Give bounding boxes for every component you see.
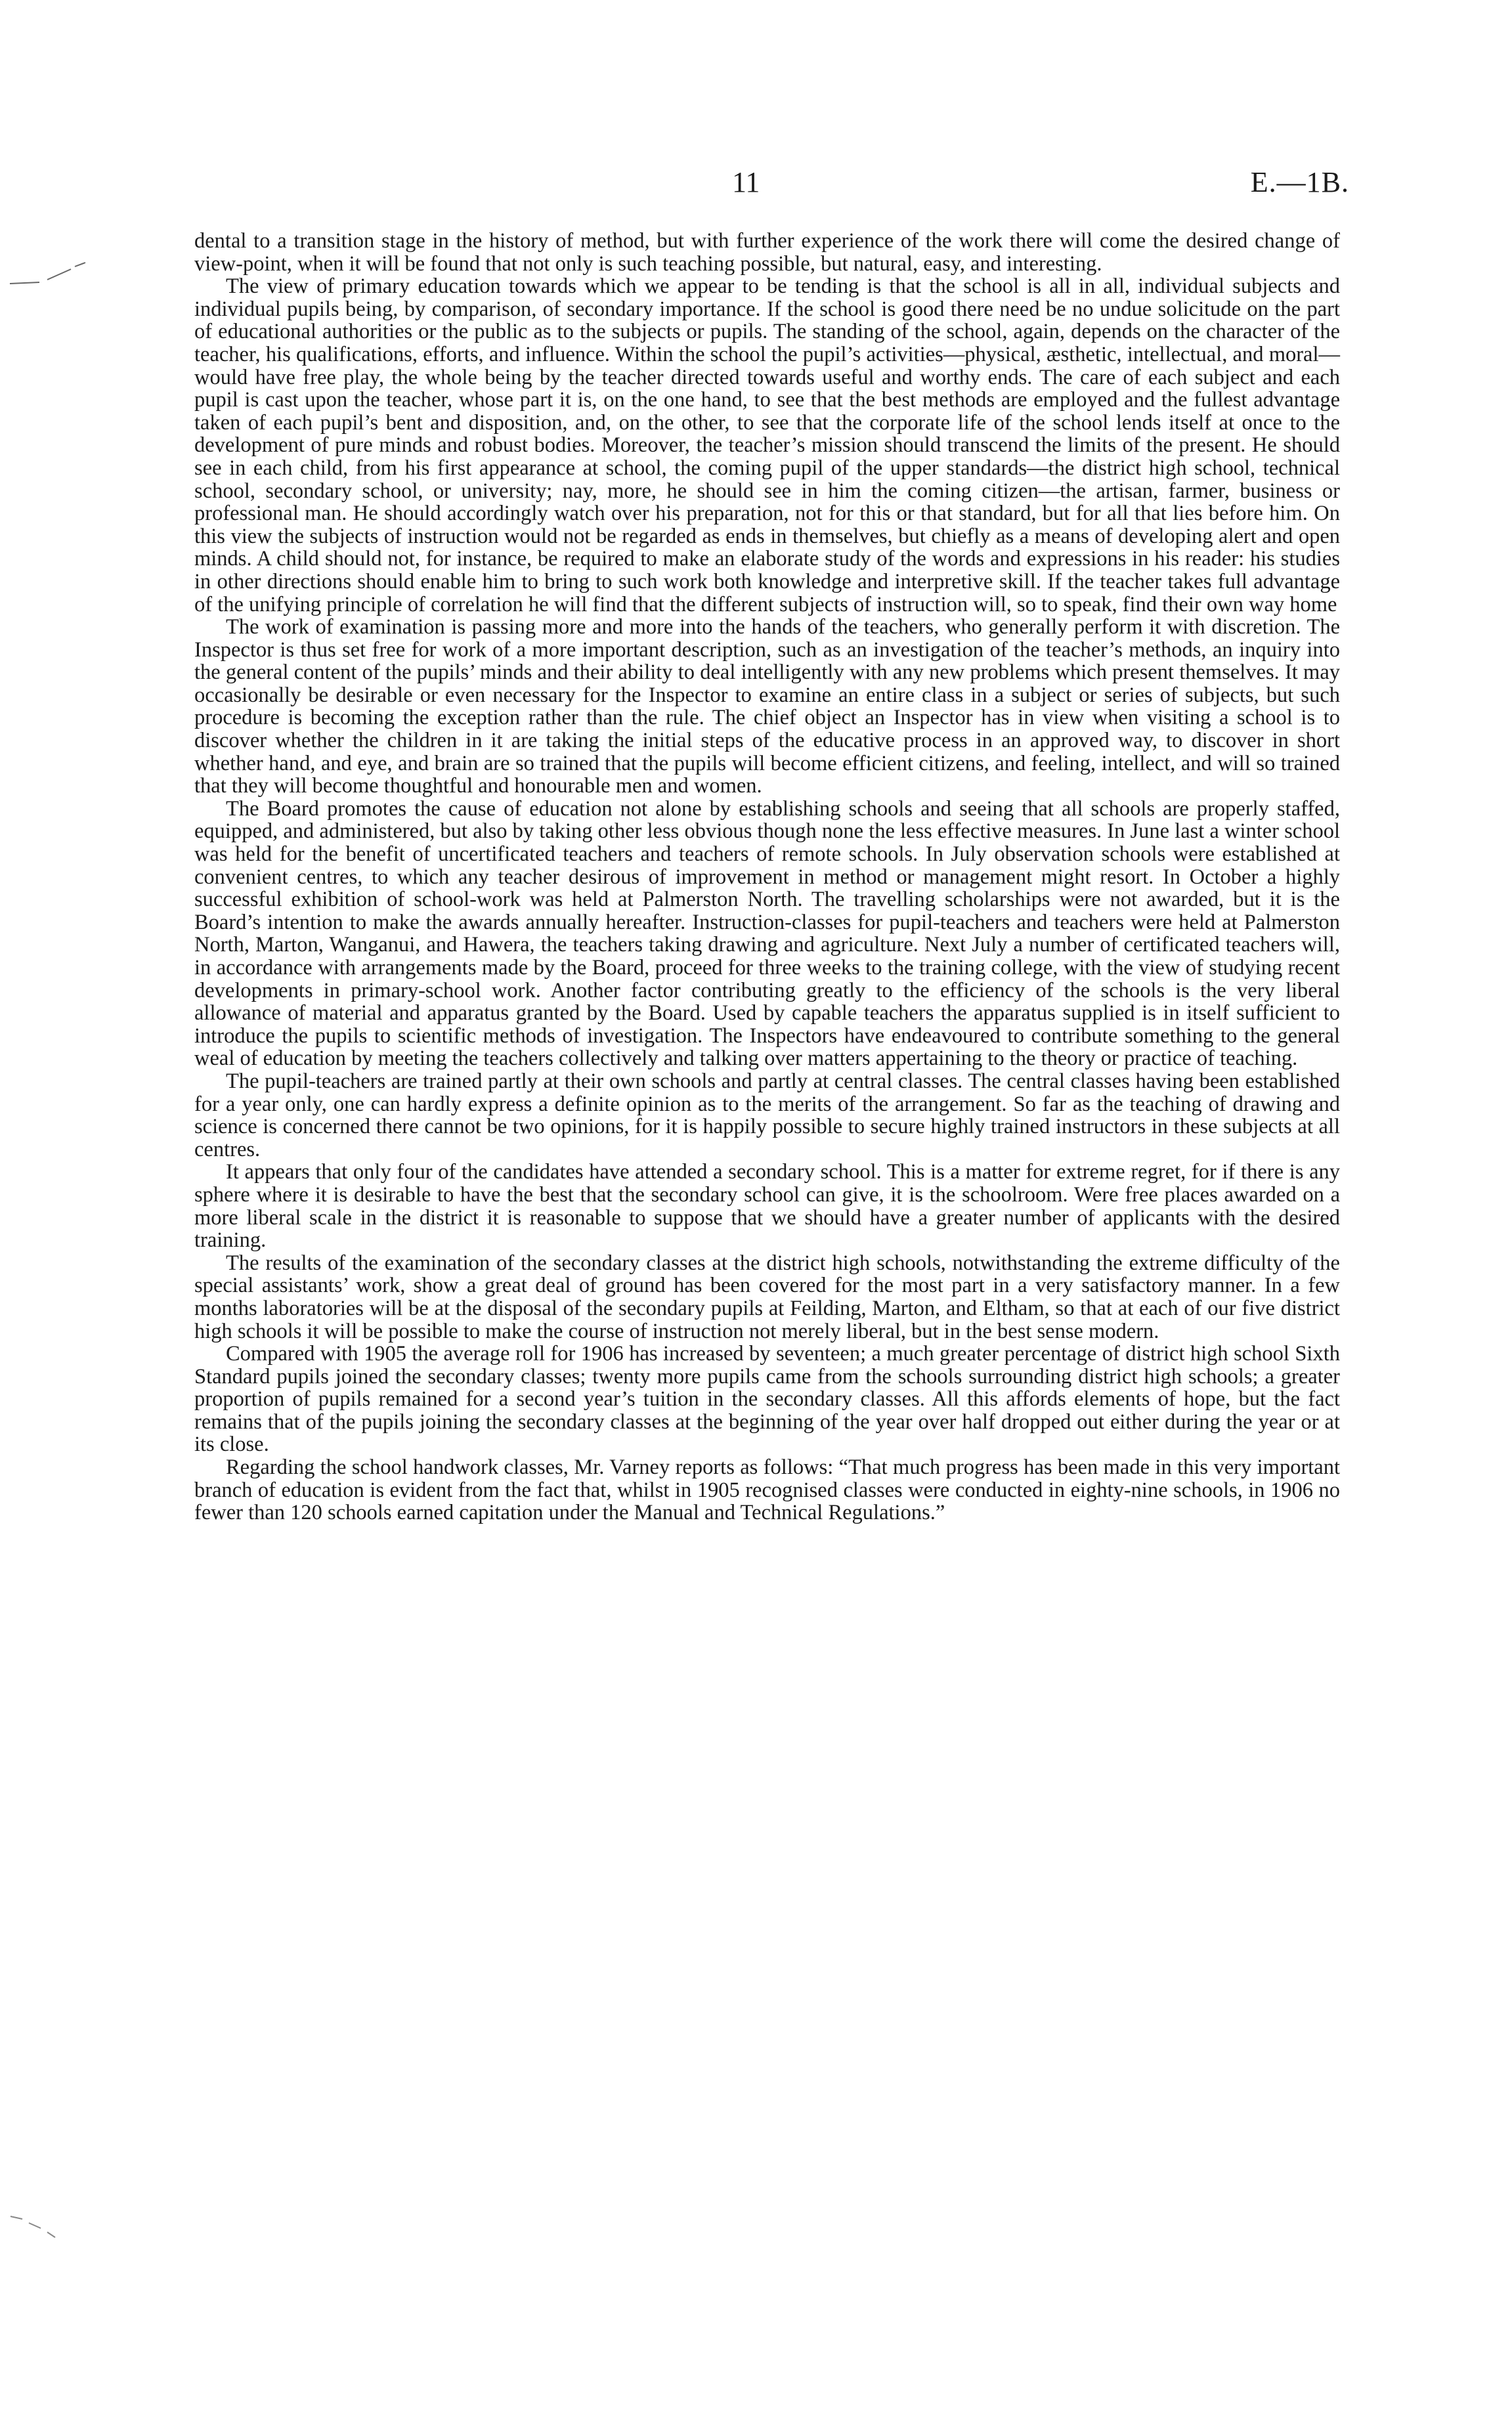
paragraph: The Board promotes the cause of education not alone by establishing schools and seeing that all schools are properly staffed, equipped, and administered, but also by taking other less obvious though none the less effective measures. In June last a winter school was held for the benefit of uncertificated teachers and teachers of remote schools. In July observation schools were established at convenient centres, to which any teacher desirous of improvement in method or management might resort. In October a highly successful exhibition of school-work was held at Palmerston North. The travelling scholarships were not awarded, but it is the Board’s intention to make the awards annually hereafter. Instruction-classes for pupil-teachers and teachers were held at Palmerston North, Marton, Wanganui, and Hawera, the teachers taking drawing and agriculture. Next July a number of certificated teachers will, in accordance with arrangements made by the Board, proceed for three weeks to the training college, with the view of studying recent developments in primary-school work. Another factor contributing greatly to the efficiency of the schools is the very liberal allowance of material and apparatus granted by the Board. Used by capable teachers the apparatus supplied is in itself sufficient to introduce the pupils to scientific methods of investigation. The Inspectors have endeavoured to contribute something to the general weal of education by meeting the teachers collectively and talking over matters appertaining to the theory or practice of teaching. (194, 796, 1340, 1071)
document-reference: E.—1B. (1250, 166, 1349, 198)
margin-scan-mark-bottom (7, 2206, 85, 2252)
paragraph: The work of examination is passing more and more into the hands of the teachers, who generally perform it with discretion. The Inspector is thus set free for work of a more important description, such as an investigation of the teacher’s methods, an inquiry into the general content of the pupils’ minds and their ability to deal intelligently with any new problems which present themselves. It may occasionally be desirable or even necessary for the Inspector to examine an entire class in a subject or series of subjects, but such procedure is becoming the exception rather than the rule. The chief object an Inspector has in view when visiting a school is to discover whether the children in it are taking the initial steps of the educative process in an approved way, to discover in short whether hand, and eye, and brain are so trained that the pupils will become efficient citizens, and feeling, intellect, and will so trained that they will become thoughtful and honourable men and women. (194, 615, 1340, 798)
page-number: 11 (732, 166, 760, 198)
paragraph: The pupil-teachers are trained partly at their own schools and partly at central classes. The central classes having been established for a year only, one can hardly express a definite opinion as to the merits of the arrangement. So far as the teaching of drawing and science is concerned there cannot be two opinions, for it is happily possible to secure highly trained instructors in these subjects at all centres. (194, 1069, 1340, 1161)
report-body (194, 230, 1340, 1524)
paragraph: dental to a transition stage in the history of method, but with further experience of the work there will come the desired change of view-point, when it will be found that not only is such teaching possible, but natural, easy, and interesting. (194, 229, 1340, 276)
margin-scan-mark-top (7, 256, 105, 302)
paragraph: It appears that only four of the candidates have attended a secondary school. This is a matter for extreme regret, for if there is any sphere where it is desirable to have the best that the secondary school can give, it is the schoolroom. Were free places awarded on a more liberal scale in the district it is reasonable to suppose that we should have a greater number of applicants with the desired training. (194, 1160, 1340, 1253)
page-header (0, 163, 1512, 202)
paragraph: The view of primary education towards which we appear to be tending is that the school is all in all, individual subjects and individual pupils being, by comparison, of secondary importance. If the school is good there need be no undue solicitude on the part of educational authorities or the public as to the subjects or pupils. The standing of the school, again, depends on the character of the teacher, his qualifications, efforts, and influence. Within the school the pupil’s activities—physical, æsthetic, intellectual, and moral—would have free play, the whole being by the teacher directed towards useful and worthy ends. The care of each subject and each pupil is cast upon the teacher, whose part it is, on the one hand, to see that the best methods are employed and the fullest advantage taken of each pupil’s bent and disposition, and, on the other, to see that the corporate life of the school lends itself at once to the development of pure minds and robust bodies. Moreover, the teacher’s mission should transcend the limits of the present. He should see in each child, from his first appearance at school, the coming pupil of the upper standards—the district high school, technical school, secondary school, or university; nay, more, he should see in him the coming citizen—the artisan, farmer, business or professional man. He should accordingly watch over his preparation, not for this or that standard, but for all that lies before him. On this view the subjects of instruction would not be regarded as ends in themselves, but chiefly as a means of developing alert and open minds. A child should not, for instance, be required to make an elaborate study of the words and expressions in his reader: his studies in other directions should enable him to bring to such work both knowledge and interpretive skill. If the teacher takes full advantage of the unifying principle of correlation he will find that the different subjects of instruction will, so to speak, find their own way home (194, 274, 1340, 616)
paragraph: Regarding the school handwork classes, Mr. Varney reports as follows: “That much progress has been made in this very important branch of education is evident from the fact that, whilst in 1905 recognised classes were conducted in eighty-nine schools, in 1906 no fewer than 120 schools earned capitation under the Manual and Technical Regulations.” (194, 1455, 1340, 1525)
paragraph: The results of the examination of the secondary classes at the district high schools, notwithstanding the extreme difficulty of the special assistants’ work, show a great deal of ground has been covered for the most part in a very satisfactory manner. In a few months laboratories will be at the disposal of the secondary pupils at Feilding, Marton, and Eltham, so that at each of our five district high schools it will be possible to make the course of instruction not merely liberal, but in the best sense modern. (194, 1251, 1340, 1343)
paragraph: Compared with 1905 the average roll for 1906 has increased by seventeen; a much greater percentage of district high school Sixth Standard pupils joined the secondary classes; twenty more pupils came from the schools surrounding district high schools; a greater proportion of pupils remained for a second year’s tuition in the secondary classes. All this affords elements of hope, but the fact remains that of the pupils joining the secondary classes at the beginning of the year over half dropped out either during the year or at its close. (194, 1342, 1340, 1457)
